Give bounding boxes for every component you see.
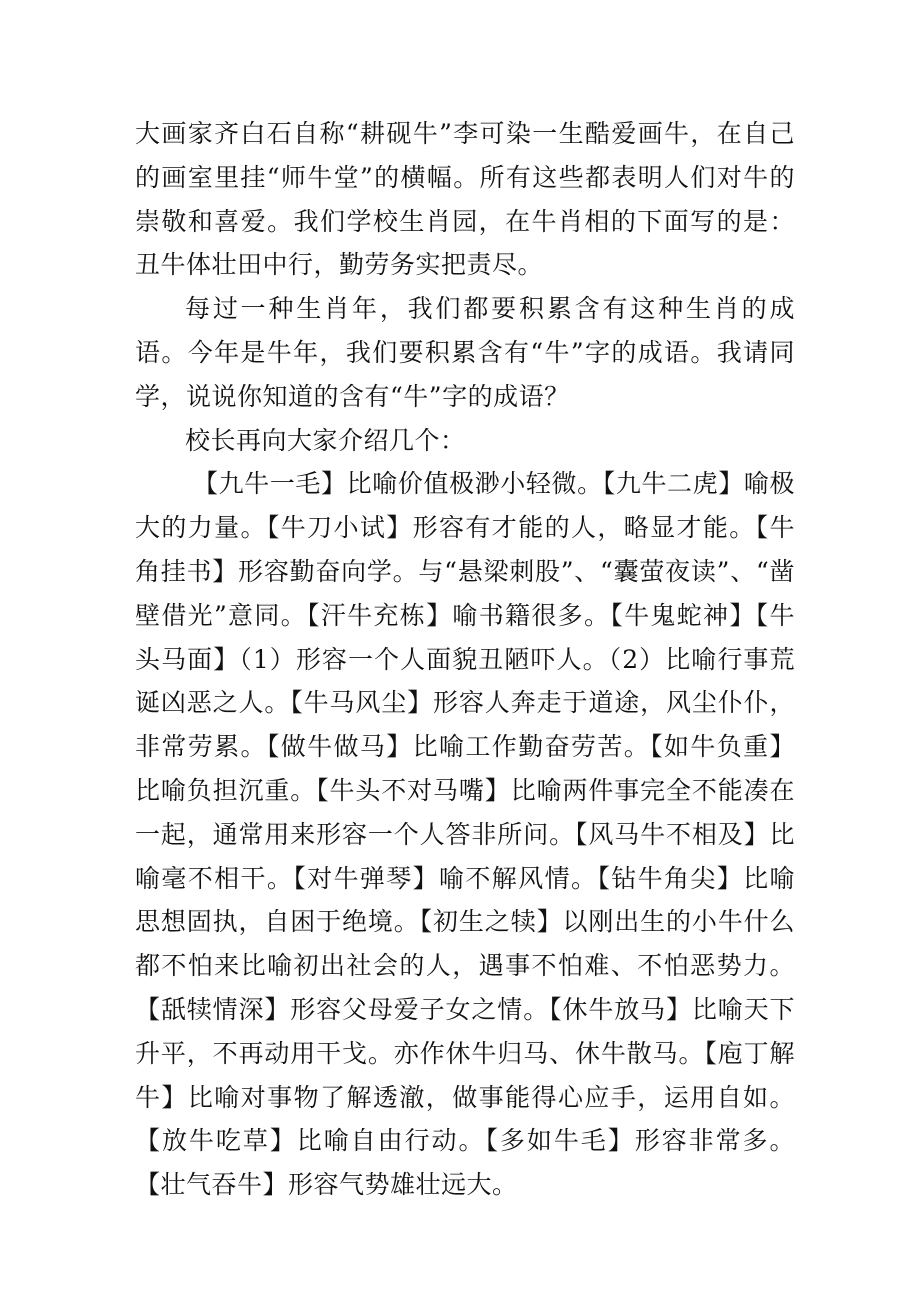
document-body (135, 112, 795, 1207)
paragraph-ox-year-idioms: 每过一种生肖年，我们都要积累含有这种生肖的成语。今年是牛年，我们要积累含有“牛”字的成语。我请同学，说说你知道的含有“牛”字的成语？ (135, 294, 795, 411)
paragraph-idiom-list: 【九牛一毛】比喻价值极渺小轻微。【九牛二虎】喻极大的力量。【牛刀小试】形容有才能的人，略显才能。【牛角挂书】形容勤奋向学。与“悬梁刺股”、“囊萤夜读”、“凿壁借光”意同。【汗牛充栋】喻书籍很多。【牛鬼蛇神】【牛头马面】（1）形容一个人面貌丑陋吓人。（2）比喻行事荒诞凶恶之人。【牛马风尘】形容人奔走于道途，风尘仆仆，非常劳累。【做牛做马】比喻工作勤奋劳苦。【如牛负重】比喻负担沉重。【牛头不对马嘴】比喻两件事完全不能凑在一起，通常用来形容一个人答非所问。【风马牛不相及】比喻毫不相干。【对牛弹琴】喻不解风情。【钻牛角尖】比喻思想固执，自困于绝境。【初生之犊】以刚出生的小牛什么都不怕来比喻初出社会的人，遇事不怕难、不怕恶势力。【舐犊情深】形容父母爱子女之情。【休牛放马】比喻天下升平，不再动用干戈。亦作休牛归马、休牛散马。【庖丁解牛】比喻对事物了解透澈，做事能得心应手，运用自如。【放牛吃草】比喻自由行动。【多如牛毛】形容非常多。【壮气吞牛】形容气势雄壮远大。 (135, 469, 795, 1200)
paragraph-principal-intro: 校长再向大家介绍几个： (185, 425, 466, 455)
paragraph-qi-baishi: 大画家齐白石自称“耕砚牛”李可染一生酷爱画牛，在自己的画室里挂“师牛堂”的横幅。所有这些都表明人们对牛的崇敬和喜爱。我们学校生肖园，在牛肖相的下面写的是：丑牛体壮田中行，勤劳务实把责尽。 (135, 119, 795, 280)
